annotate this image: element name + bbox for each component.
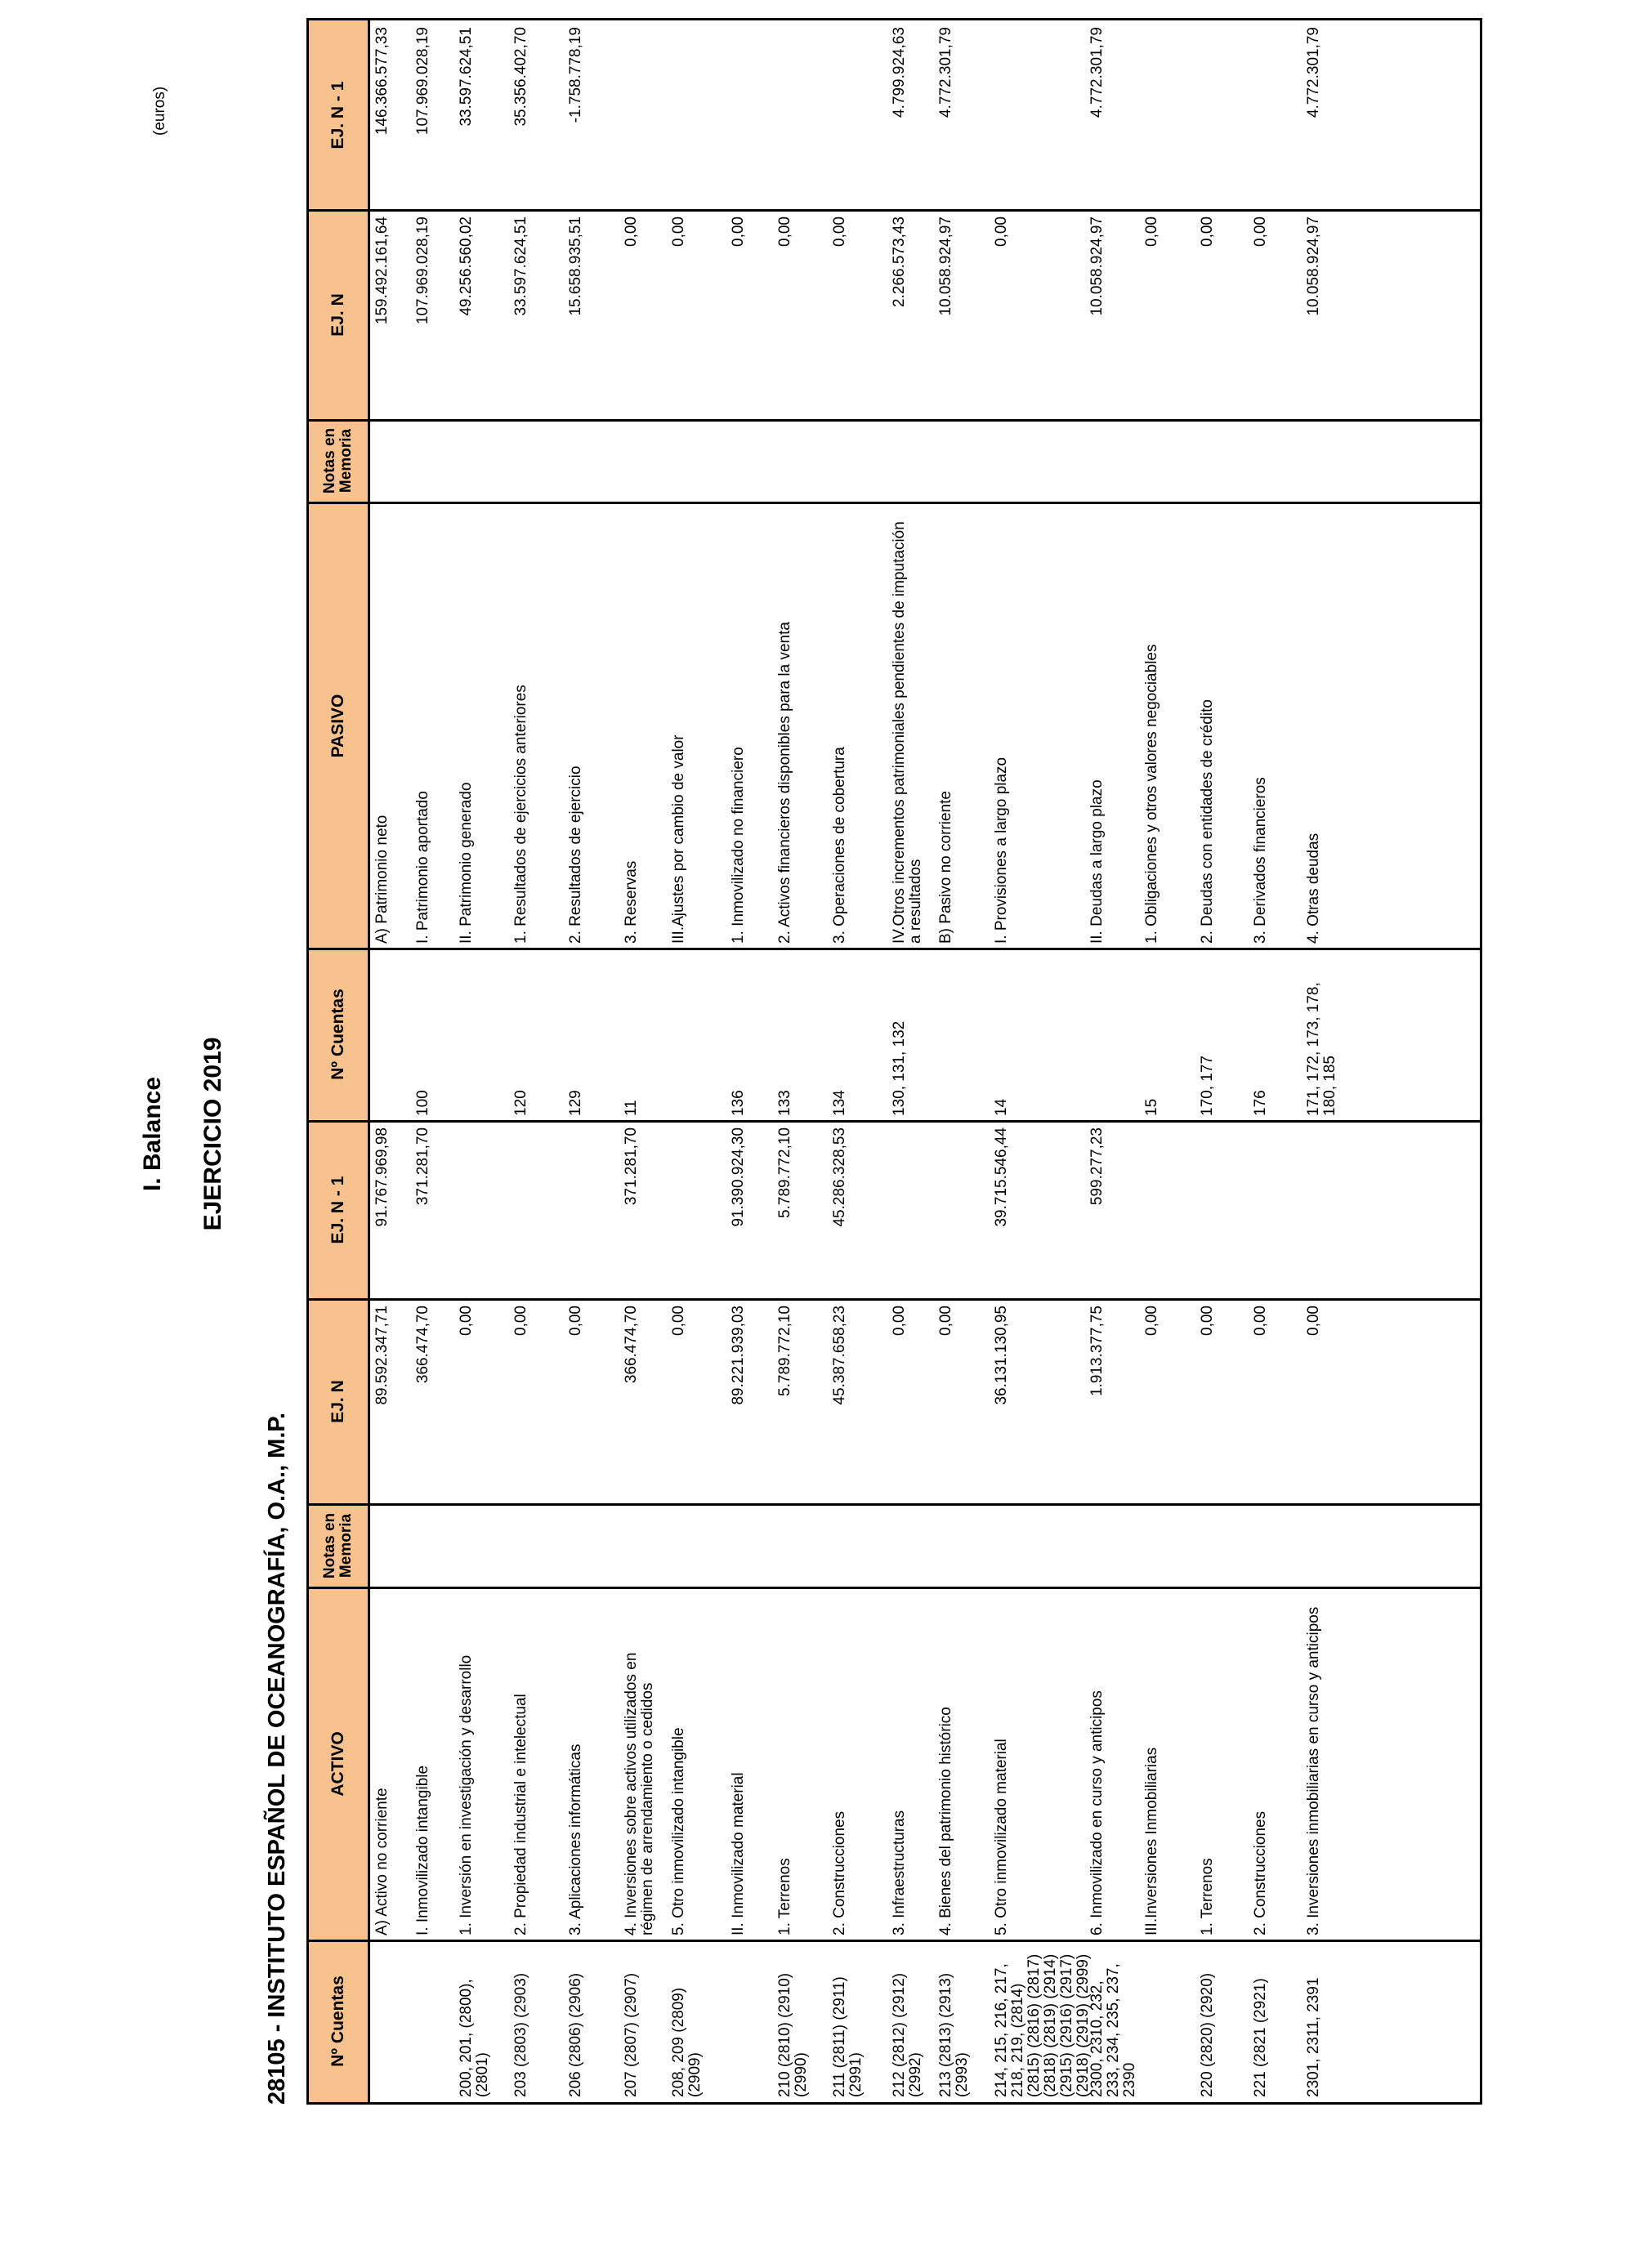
pasivo-row-cuentas: 129 xyxy=(567,1090,584,1116)
pasivo-row-ejn: 49.256.560,02 xyxy=(458,217,475,316)
activo-row-concepto: 3. Inversiones inmobiliarias en curso y anticipos xyxy=(1305,1606,1322,1935)
column-divider xyxy=(309,1298,1480,1301)
currency-unit: (euros) xyxy=(151,86,168,136)
activo-row-ejn: 1.913.377,75 xyxy=(1088,1306,1106,1396)
column-header-label: EJ. N - 1 xyxy=(328,81,347,150)
pasivo-row-ejn1: -1.758.778,19 xyxy=(567,27,584,123)
pasivo-row-ejn: 10.058.924,97 xyxy=(1088,217,1106,316)
column-header-pasivo xyxy=(309,503,370,949)
pasivo-row-concepto: IV.Otros incrementos patrimoniales pendientes de imputación a resultados xyxy=(891,521,924,944)
pasivo-row-concepto: 2. Resultados de ejercicio xyxy=(567,766,584,944)
pasivo-row-ejn: 15.658.935,51 xyxy=(567,217,584,316)
activo-row-concepto: 6. Inmovilizado en curso y anticipos xyxy=(1088,1690,1106,1935)
column-header-activo-ejn1 xyxy=(309,1121,370,1299)
page-year: EJERCICIO 2019 xyxy=(199,1037,226,1231)
activo-row-concepto: A) Activo no corriente xyxy=(373,1788,391,1935)
pasivo-row-ejn: 159.492.161,64 xyxy=(373,217,391,325)
pasivo-row-cuentas: 14 xyxy=(993,1098,1010,1116)
pasivo-row-ejn: 0,00 xyxy=(1143,217,1160,247)
column-divider xyxy=(309,1503,1480,1506)
pasivo-row-cuentas: 171, 172, 173, 178, 180, 185 xyxy=(1305,982,1338,1116)
column-header-label: ACTIVO xyxy=(328,1731,347,1797)
pasivo-row-ejn: 107.969.028,19 xyxy=(414,217,431,325)
column-header-label: EJ. N - 1 xyxy=(328,1176,347,1244)
activo-row-concepto: 1. Terrenos xyxy=(776,1858,793,1935)
pasivo-row-ejn: 0,00 xyxy=(730,217,747,247)
pasivo-row-ejn1: 4.799.924,63 xyxy=(891,27,908,118)
activo-row-concepto: 3. Aplicaciones informáticas xyxy=(567,1743,584,1935)
activo-row-ejn: 5.789.772,10 xyxy=(776,1306,793,1396)
activo-row-cuentas: 2300, 2310, 232, 233, 234, 235, 237, 2390 xyxy=(1088,1963,1138,2097)
activo-row-ejn: 0,00 xyxy=(567,1306,584,1336)
pasivo-row-ejn: 0,00 xyxy=(623,217,640,247)
activo-row-ejn1: 39.715.546,44 xyxy=(993,1127,1010,1227)
column-header-activo-ejn xyxy=(309,1299,370,1504)
column-header-pasivo-notas xyxy=(309,419,370,502)
activo-row-concepto: I. Inmovilizado intangible xyxy=(414,1765,431,1935)
organization-title: 28105 - INSTITUTO ESPAÑOL DE OCEANOGRAFÍA, O.A., M.P. xyxy=(264,1412,290,2105)
pasivo-row-ejn: 33.597.624,51 xyxy=(512,217,530,316)
pasivo-row-concepto: 2. Activos financieros disponibles para la venta xyxy=(776,622,793,944)
activo-row-ejn: 0,00 xyxy=(670,1306,687,1336)
activo-row-cuentas: 212 (2812) (2912) (2992) xyxy=(891,1972,924,2097)
pasivo-row-ejn: 0,00 xyxy=(670,217,687,247)
pasivo-row-cuentas: 130, 131, 132 xyxy=(891,1020,908,1116)
activo-row-ejn: 89.221.939,03 xyxy=(730,1306,747,1405)
activo-row-ejn: 0,00 xyxy=(1252,1306,1269,1336)
activo-row-ejn: 89.592.347,71 xyxy=(373,1306,391,1405)
pasivo-row-ejn: 10.058.924,97 xyxy=(937,217,954,316)
pasivo-row-ejn1: 4.772.301,79 xyxy=(937,27,954,118)
pasivo-row-concepto: I. Provisiones a largo plazo xyxy=(993,757,1010,944)
activo-row-cuentas: 210 (2810) (2910) (2990) xyxy=(776,1972,810,2097)
pasivo-row-concepto: B) Pasivo no corriente xyxy=(937,791,954,944)
activo-row-concepto: II. Inmovilizado material xyxy=(730,1772,747,1935)
column-header-label: EJ. N xyxy=(328,293,347,337)
activo-row-ejn: 0,00 xyxy=(1305,1306,1322,1336)
activo-row-ejn: 0,00 xyxy=(891,1306,908,1336)
activo-row-concepto: 2. Construcciones xyxy=(1252,1810,1269,1935)
pasivo-row-cuentas: 120 xyxy=(512,1090,530,1116)
activo-row-cuentas: 2301, 2311, 2391 xyxy=(1305,1977,1322,2097)
column-header-pasivo-ejn xyxy=(309,210,370,420)
activo-row-concepto: 2. Propiedad industrial e intelectual xyxy=(512,1694,530,1935)
activo-row-concepto: 3. Infraestructuras xyxy=(891,1810,908,1935)
pasivo-row-cuentas: 133 xyxy=(776,1090,793,1116)
activo-row-ejn: 0,00 xyxy=(1143,1306,1160,1336)
activo-row-ejn: 36.131.130,95 xyxy=(993,1306,1010,1405)
pasivo-row-concepto: 4. Otras deudas xyxy=(1305,833,1322,944)
activo-row-ejn1: 91.767.969,98 xyxy=(373,1127,391,1227)
column-divider xyxy=(309,1587,1480,1589)
pasivo-row-ejn1: 4.772.301,79 xyxy=(1088,27,1106,118)
activo-row-ejn1: 5.789.772,10 xyxy=(776,1127,793,1218)
pasivo-row-ejn: 0,00 xyxy=(776,217,793,247)
pasivo-row-cuentas: 170, 177 xyxy=(1199,1056,1216,1116)
column-divider xyxy=(309,419,1480,422)
activo-row-concepto: 5. Otro inmovilizado intangible xyxy=(670,1727,687,1935)
activo-row-ejn1: 45.286.328,53 xyxy=(831,1127,848,1227)
pasivo-row-concepto: II. Patrimonio generado xyxy=(458,782,475,944)
activo-row-cuentas: 221 (2821 (2921) xyxy=(1252,1978,1269,2097)
activo-row-ejn1: 371.281,70 xyxy=(414,1127,431,1206)
activo-row-cuentas: 206 (2806) (2906) xyxy=(567,1972,584,2097)
pasivo-row-ejn: 2.266.573,43 xyxy=(891,217,908,307)
column-header-label: PASIVO xyxy=(328,694,347,758)
page-title: I. Balance xyxy=(139,1076,166,1192)
activo-row-ejn: 0,00 xyxy=(1199,1306,1216,1336)
activo-row-cuentas: 213 (2813) (2913) (2993) xyxy=(937,1972,971,2097)
pasivo-row-concepto: 1. Inmovilizado no financiero xyxy=(730,747,747,944)
activo-row-ejn: 366.474,70 xyxy=(414,1306,431,1384)
pasivo-row-cuentas: 134 xyxy=(831,1090,848,1116)
column-header-activo-notas xyxy=(309,1504,370,1587)
activo-row-concepto: 4. Bienes del patrimonio histórico xyxy=(937,1707,954,1935)
pasivo-row-cuentas: 176 xyxy=(1252,1090,1269,1116)
activo-row-ejn: 366.474,70 xyxy=(623,1306,640,1384)
pasivo-row-ejn: 0,00 xyxy=(993,217,1010,247)
activo-row-cuentas: 220 (2820) (2920) xyxy=(1199,1972,1216,2097)
pasivo-row-concepto: A) Patrimonio neto xyxy=(373,815,391,944)
pasivo-row-ejn: 0,00 xyxy=(1199,217,1216,247)
activo-row-concepto: 2. Construcciones xyxy=(831,1810,848,1935)
column-divider xyxy=(309,1120,1480,1123)
column-header-label: Notas en Memoria xyxy=(321,1512,355,1579)
activo-row-cuentas: 207 (2807) (2907) xyxy=(623,1972,640,2097)
pasivo-row-concepto: 3. Derivados financieros xyxy=(1252,777,1269,944)
activo-row-concepto: 1. Inversión en investigación y desarrollo xyxy=(458,1654,475,1935)
column-header-pasivo-ejn1 xyxy=(309,20,370,210)
pasivo-row-concepto: 3. Reservas xyxy=(623,860,640,944)
column-divider xyxy=(309,209,1480,212)
activo-row-cuentas: 214, 215, 216, 217, 218, 219, (2814) (2815) (2816) (2817) (2818) (2819) (2914) (2915) (2916) (2917) (2918) (2919) (2999) xyxy=(993,1953,1092,2097)
activo-row-cuentas: 203 (2803) (2903) xyxy=(512,1972,530,2097)
activo-row-concepto: III.Inversiones Inmobiliarias xyxy=(1143,1747,1160,1935)
pasivo-row-ejn: 0,00 xyxy=(831,217,848,247)
column-header-activo-cuentas xyxy=(309,1940,370,2102)
pasivo-row-concepto: 2. Deudas con entidades de crédito xyxy=(1199,699,1216,944)
pasivo-row-cuentas: 11 xyxy=(623,1100,640,1116)
activo-row-concepto: 1. Terrenos xyxy=(1199,1858,1216,1935)
activo-row-ejn1: 91.390.924,30 xyxy=(730,1127,747,1227)
column-header-activo xyxy=(309,1587,370,1940)
column-header-label: Nº Cuentas xyxy=(328,1976,347,2067)
pasivo-row-ejn: 0,00 xyxy=(1252,217,1269,247)
activo-row-cuentas: 211 (2811) (2911) (2991) xyxy=(831,1976,865,2097)
activo-row-cuentas: 208, 209 (2809) (2909) xyxy=(670,1987,704,2097)
column-header-label: EJ. N xyxy=(328,1380,347,1423)
pasivo-row-ejn1: 4.772.301,79 xyxy=(1305,27,1322,118)
activo-row-concepto: 4. Inversiones sobre activos utilizados en régimen de arrendamiento o cedidos xyxy=(623,1652,656,1935)
activo-row-cuentas: 200, 201, (2800), (2801) xyxy=(458,1979,491,2097)
pasivo-row-cuentas: 100 xyxy=(414,1090,431,1116)
activo-row-ejn1: 599.277,23 xyxy=(1088,1127,1106,1206)
pasivo-row-concepto: II. Deudas a largo plazo xyxy=(1088,779,1106,944)
column-divider xyxy=(309,1940,1480,1942)
column-header-label: Notas en Memoria xyxy=(321,427,355,494)
activo-row-ejn: 0,00 xyxy=(458,1306,475,1336)
column-header-pasivo-cuentas xyxy=(309,948,370,1121)
pasivo-row-ejn1: 35.356.402,70 xyxy=(512,27,530,127)
column-divider xyxy=(309,948,1480,950)
pasivo-row-concepto: I. Patrimonio aportado xyxy=(414,791,431,944)
balance-table xyxy=(306,18,1482,2105)
pasivo-row-concepto: 3. Operaciones de cobertura xyxy=(831,747,848,944)
activo-row-ejn: 0,00 xyxy=(937,1306,954,1336)
pasivo-row-cuentas: 136 xyxy=(730,1090,747,1116)
pasivo-row-concepto: 1. Resultados de ejercicios anteriores xyxy=(512,685,530,944)
activo-row-ejn: 45.387.658,23 xyxy=(831,1306,848,1405)
pasivo-row-concepto: 1. Obligaciones y otros valores negociables xyxy=(1143,644,1160,944)
pasivo-row-ejn: 10.058.924,97 xyxy=(1305,217,1322,316)
pasivo-row-concepto: III.Ajustes por cambio de valor xyxy=(670,734,687,944)
column-header-label: Nº Cuentas xyxy=(328,989,347,1080)
pasivo-row-ejn1: 146.366.577,33 xyxy=(373,27,391,136)
column-divider xyxy=(309,502,1480,504)
activo-row-ejn1: 371.281,70 xyxy=(623,1127,640,1206)
pasivo-row-cuentas: 15 xyxy=(1143,1098,1160,1116)
pasivo-row-ejn1: 33.597.624,51 xyxy=(458,27,475,127)
activo-row-concepto: 5. Otro inmovilizado material xyxy=(993,1739,1010,1935)
pasivo-row-ejn1: 107.969.028,19 xyxy=(414,27,431,136)
activo-row-ejn: 0,00 xyxy=(512,1306,530,1336)
